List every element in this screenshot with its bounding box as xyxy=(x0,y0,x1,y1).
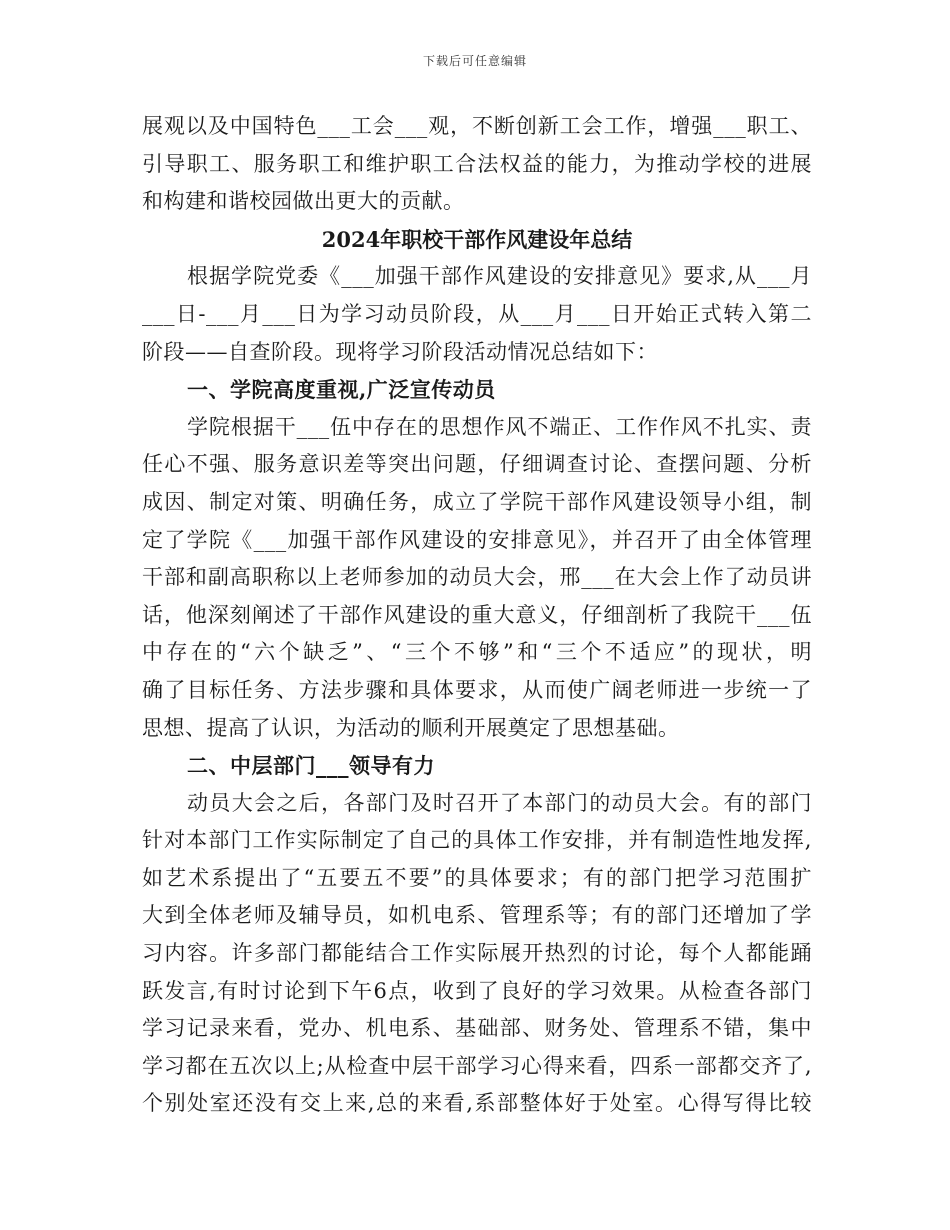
intro-line: 引导职工、服务职工和维护职工合法权益的能力，为推动学校的进展 xyxy=(142,151,812,176)
paragraph-line: 干部和副高职称以上老师参加的动员大会，邢___在大会上作了动员讲 xyxy=(142,565,812,590)
paragraph-line: 任心不强、服务意识差等突出问题，仔细调查讨论、查摆问题、分析 xyxy=(142,452,812,477)
paragraph-line: 学习都在五次以上;从检查中层干部学习心得来看，四系一部都交齐了, xyxy=(142,1053,812,1078)
paragraph-line: ___日-___月___日为学习动员阶段，从___月___日开始正式转入第二 xyxy=(142,301,812,326)
paragraph-line: 定了学院《___加强干部作风建设的安排意见》，并召开了由全体管理 xyxy=(142,527,812,552)
paragraph-line: 学院根据干___伍中存在的思想作风不端正、工作作风不扎实、责 xyxy=(187,414,812,439)
page-header-note: 下载后可任意编辑 xyxy=(422,54,527,68)
paragraph-line: 跃发言,有时讨论到下午6点，收到了良好的学习效果。从检查各部门 xyxy=(142,978,812,1003)
paragraph-line: 成因、制定对策、明确任务，成立了学院干部作风建设领导小组，制 xyxy=(142,489,812,514)
paragraph-line: 个别处室还没有交上来,总的来看,系部整体好于处室。心得写得比较 xyxy=(142,1091,812,1116)
document-title: 2024年职校干部作风建设年总结 xyxy=(321,226,633,252)
paragraph-line: 确了目标任务、方法步骤和具体要求，从而使广阔老师进一步统一了 xyxy=(142,677,812,702)
section-heading: 一、学院高度重视,广泛宣传动员 xyxy=(187,377,496,403)
paragraph-line: 大到全体老师及辅导员，如机电系、管理系等；有的部门还增加了学 xyxy=(142,903,812,928)
paragraph-line: 阶段——自查阶段。现将学习阶段活动情况总结如下： xyxy=(142,339,658,364)
document-body xyxy=(142,108,812,1123)
paragraph-line: 话，他深刻阐述了干部作风建设的重大意义，仔细剖析了我院干___伍 xyxy=(142,602,812,627)
paragraph-line: 学习记录来看，党办、机电系、基础部、财务处、管理系不错，集中 xyxy=(142,1016,812,1041)
paragraph-line: 习内容。许多部门都能结合工作实际展开热烈的讨论，每个人都能踊 xyxy=(142,941,812,966)
paragraph-line: 如艺术系提出了“五要五不要”的具体要求；有的部门把学习范围扩 xyxy=(142,865,812,890)
paragraph-line: 中存在的“六个缺乏”、“三个不够”和“三个不适应”的现状，明 xyxy=(142,640,812,665)
intro-line: 和构建和谐校园做出更大的贡献。 xyxy=(142,189,465,214)
intro-line: 展观以及中国特色___工会___观，不断创新工会工作，增强___职工、 xyxy=(142,114,812,138)
paragraph-line: 根据学院党委《___加强干部作风建设的安排意见》要求,从___月 xyxy=(187,264,812,289)
paragraph-line: 动员大会之后，各部门及时召开了本部门的动员大会。有的部门 xyxy=(187,790,812,815)
paragraph-line: 思想、提高了认识，为活动的顺利开展奠定了思想基础。 xyxy=(142,715,680,740)
paragraph-line: 针对本部门工作实际制定了自己的具体工作安排，并有制造性地发挥, xyxy=(142,828,812,853)
section-heading: 二、中层部门___领导有力 xyxy=(187,753,435,779)
